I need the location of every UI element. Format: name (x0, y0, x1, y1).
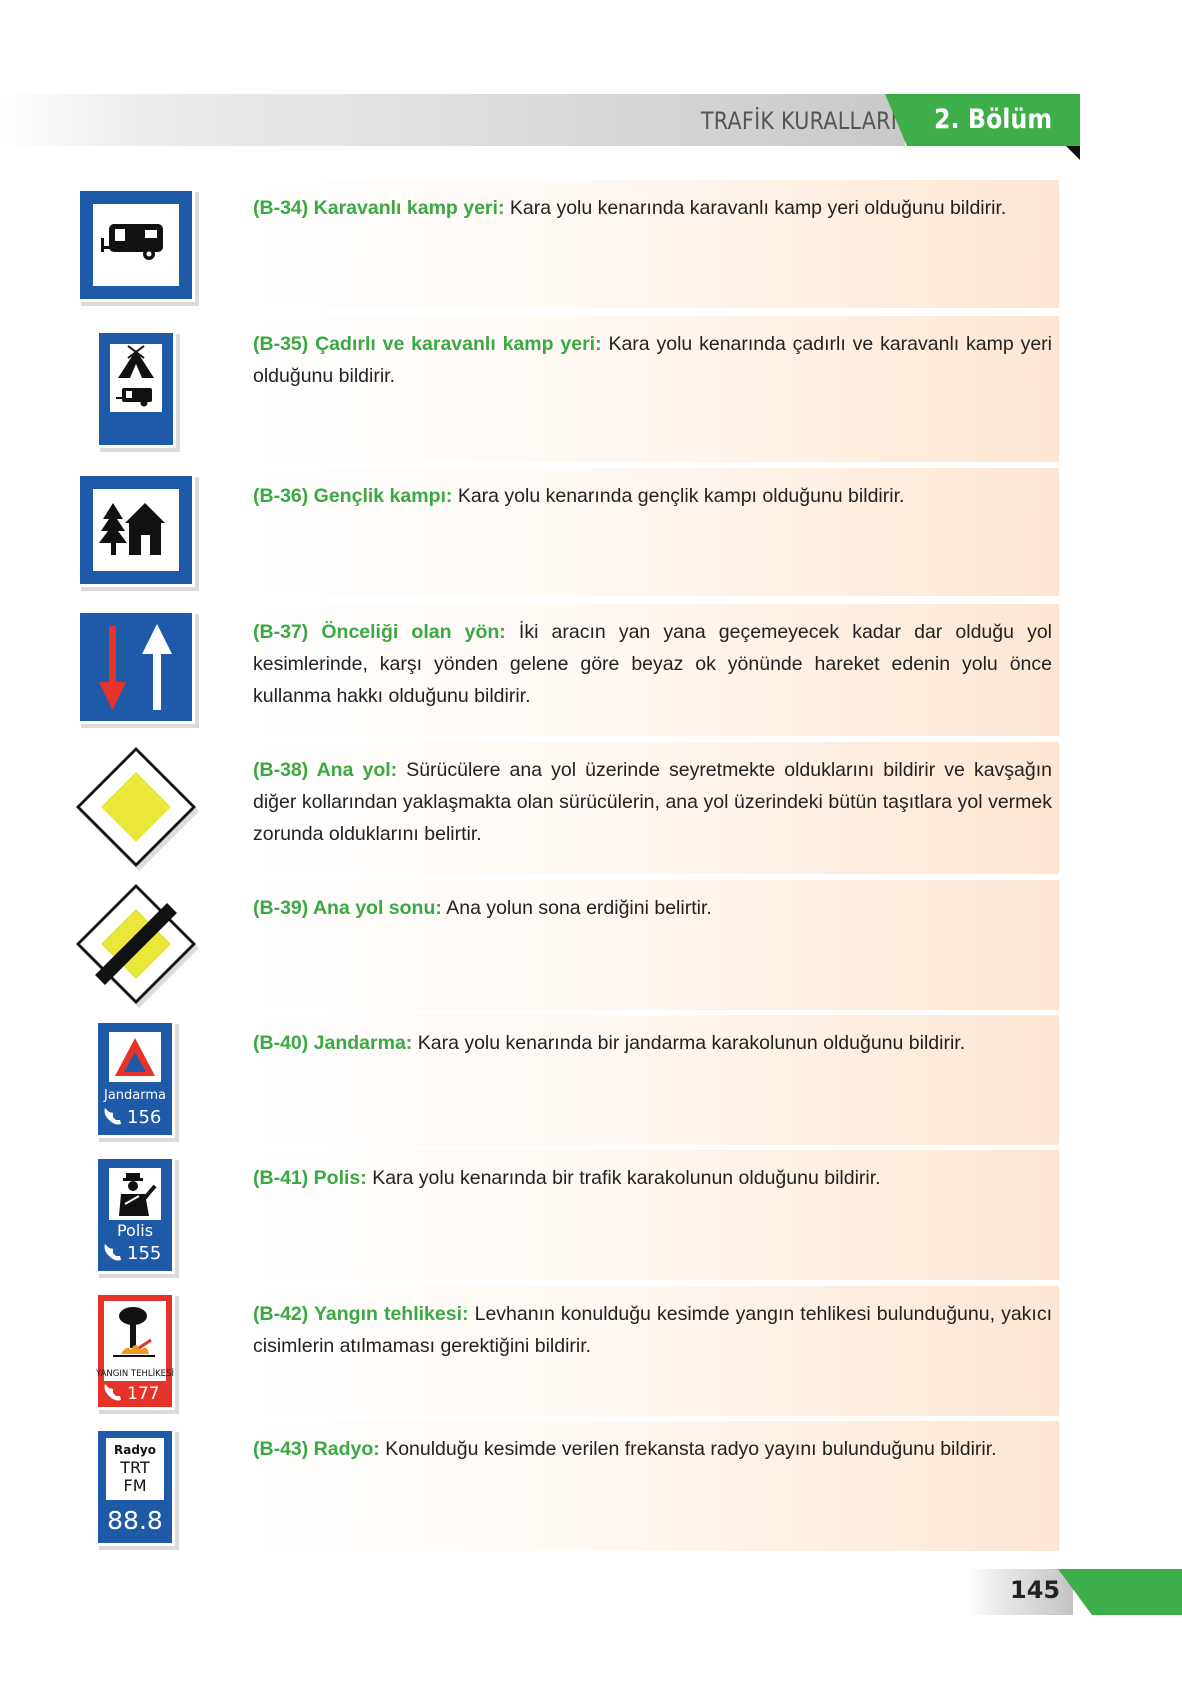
entry-term: (B-39) Ana yol sonu: (253, 897, 442, 919)
entry-b39 (241, 880, 1059, 1010)
entry-b36 (241, 468, 1059, 596)
entry-term: (B-42) Yangın tehlikesi: (253, 1303, 469, 1325)
sign-b40-gendarmerie (95, 1020, 179, 1142)
entry-description: Kara yolu kenarında karavanlı kamp yeri olduğunu bildirir. (509, 197, 1007, 219)
sign-b36-youth-camp (77, 473, 199, 591)
entry-description: Levhanın konulduğu kesimde yangın tehlikesi bulunduğunu, yakıcı cisimlerin atılmaması gerektiğini bildirir. (253, 1303, 1052, 1357)
entry-description: Konulduğu kesimde verilen frekansta radyo yayını bulunduğunu bildirir. (385, 1438, 997, 1460)
entry-description: Kara yolu kenarında çadırlı ve karavanlı kamp yeri olduğunu bildirir. (253, 333, 1053, 387)
entry-b37 (241, 604, 1059, 736)
sign-label: Polis (116, 1221, 154, 1240)
sign-b35-tent-caravan-camp (96, 330, 180, 452)
entry-description: Sürücülere ana yol üzerinde seyretmekte olduklarını bildirir ve kavşağın diğer kollarından yaklaşmakta olan sürücülerin, ana yol üzerindeki bütün taşıtlara yol vermek zorunda olduklarını belirtir. (253, 759, 1052, 845)
sign-b43-radio (95, 1428, 179, 1550)
sign-phone-number: 155 (127, 1243, 162, 1264)
entry-b40 (241, 1015, 1059, 1145)
sign-frequency: 88.8 (107, 1506, 163, 1535)
entry-b38 (241, 742, 1059, 874)
sign-b34-caravan-camp (77, 188, 199, 306)
entry-term: (B-37) Önceliği olan yön: (253, 621, 506, 643)
entry-term: (B-35) Çadırlı ve karavanlı kamp yeri: (253, 333, 602, 355)
entry-term: (B-34) Karavanlı kamp yeri: (253, 197, 505, 219)
page-number: 145 (1010, 1576, 1061, 1604)
sign-station-line2: FM (123, 1476, 147, 1495)
entry-b34 (241, 180, 1059, 308)
sign-label: Jandarma (103, 1088, 167, 1103)
corner-marker (1066, 146, 1080, 160)
entry-description: Ana yolun sona erdiğini belirtir. (446, 897, 712, 919)
sign-station-line1: TRT (120, 1458, 150, 1477)
entry-b41 (241, 1150, 1059, 1280)
entry-description: İki aracın yan yana geçemeyecek kadar dar olduğu yol kesimlerinde, karşı yönden gelene göre beyaz ok yönünde hareket edenin yolu önce kullanma hakkı olduğunu bildirir. (253, 621, 1053, 707)
entry-term: (B-40) Jandarma: (253, 1032, 413, 1054)
sign-b37-priority-direction (77, 610, 199, 728)
sign-b41-police (95, 1156, 179, 1278)
entry-term: (B-38) Ana yol: (253, 759, 398, 781)
entry-description: Kara yolu kenarında bir trafik karakolunun olduğunu bildirir. (372, 1167, 881, 1189)
entry-term: (B-43) Radyo: (253, 1438, 380, 1460)
entry-b43 (241, 1421, 1059, 1551)
entry-description: Kara yolu kenarında bir jandarma karakolunun olduğunu bildirir. (417, 1032, 966, 1054)
sign-label: YANGIN TEHLİKESİ (96, 1369, 174, 1379)
entry-b42 (241, 1286, 1059, 1416)
footer-green-tab (1058, 1569, 1182, 1615)
sign-b42-fire-hazard (95, 1292, 179, 1414)
sign-b39-end-main-road (76, 884, 202, 1010)
header-title: TRAFİK KURALLARI (700, 107, 897, 135)
entry-description: Kara yolu kenarında gençlik kampı olduğunu bildirir. (457, 485, 905, 507)
sign-label: Radyo (114, 1443, 156, 1457)
sign-phone-number: 156 (127, 1107, 162, 1128)
entry-term: (B-36) Gençlik kampı: (253, 485, 453, 507)
chapter-label: 2. Bölüm (934, 104, 1053, 135)
entry-b35 (241, 316, 1059, 462)
sign-phone-number: 177 (127, 1384, 160, 1404)
sign-b38-main-road (76, 747, 202, 873)
entry-term: (B-41) Polis: (253, 1167, 367, 1189)
